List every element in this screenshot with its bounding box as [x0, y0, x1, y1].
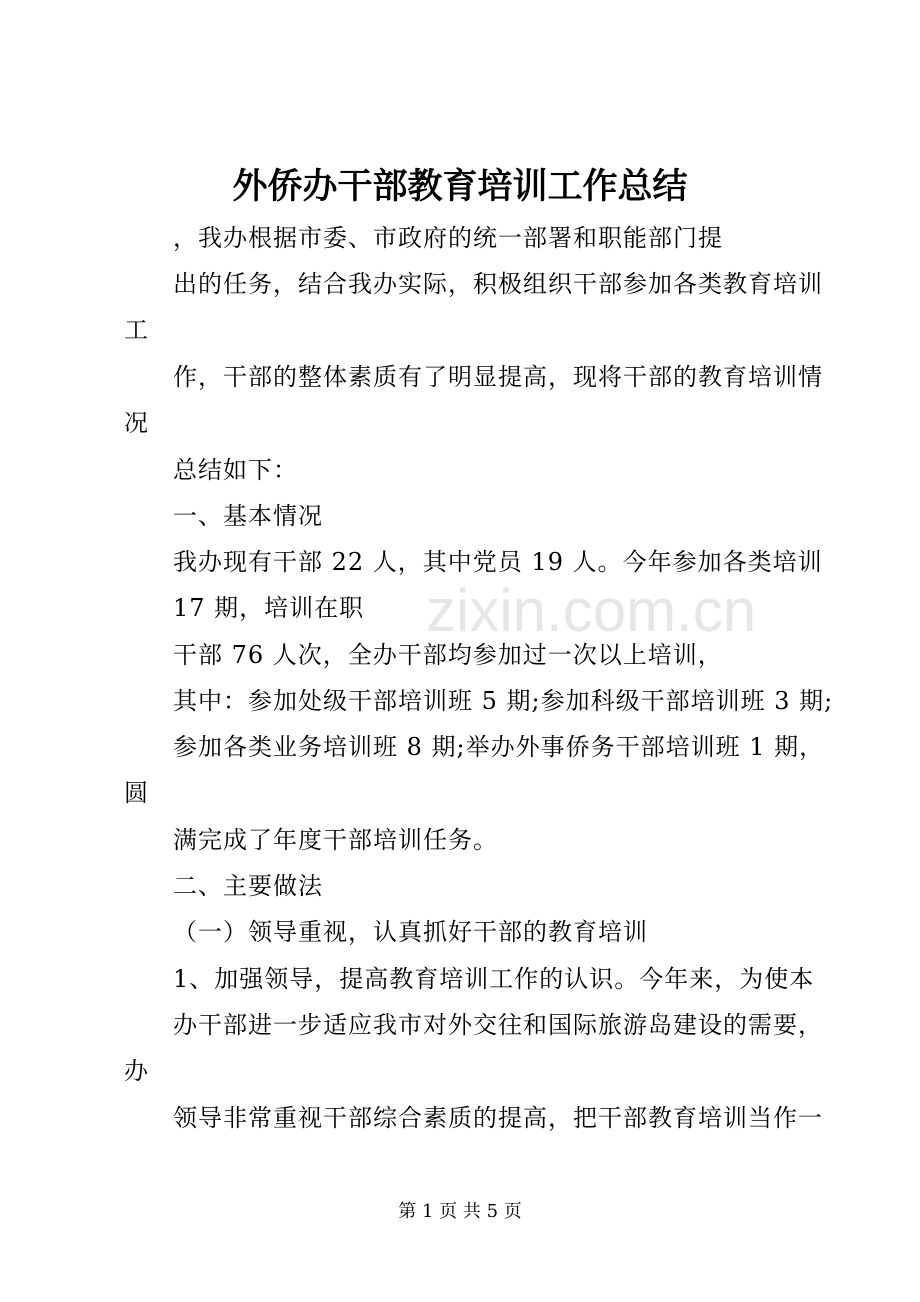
paragraph-line: 工 — [124, 316, 149, 344]
paragraph-line: 办干部进一步适应我市对外交往和国际旅游岛建设的需要， — [173, 1011, 823, 1039]
paragraph-line: 总结如下： — [173, 456, 298, 484]
paragraph-line: 满完成了年度干部培训任务。 — [173, 826, 498, 854]
section-heading: 一、基本情况 — [173, 502, 323, 530]
watermark: zixin.com.cn — [426, 577, 757, 644]
paragraph-line: 干部 76 人次，全办干部均参加过一次以上培训， — [173, 641, 723, 669]
paragraph-line: 况 — [124, 409, 149, 437]
paragraph-line: 圆 — [124, 779, 149, 807]
paragraph-line: 1、加强领导，提高教育培训工作的认识。今年来，为使本 — [173, 965, 815, 993]
paragraph-line: 我办现有干部 22 人，其中党员 19 人。今年参加各类培训 — [173, 548, 823, 576]
paragraph-line: 17 期，培训在职 — [173, 594, 365, 622]
document-title: 外侨办干部教育培训工作总结 — [232, 166, 688, 207]
paragraph-line: 出的任务，结合我办实际，积极组织干部参加各类教育培训 — [173, 270, 823, 298]
paragraph-line: 参加各类业务培训班 8 期;举办外事侨务干部培训班 1 期， — [173, 733, 825, 761]
paragraph-line: 作，干部的整体素质有了明显提高，现将干部的教育培训情 — [173, 363, 823, 391]
paragraph-line: ，我办根据市委、市政府的统一部署和职能部门提 — [173, 224, 723, 252]
page-number-footer: 第 1 页 共 5 页 — [398, 1201, 522, 1222]
section-heading: 二、主要做法 — [173, 872, 323, 900]
paragraph-line: 领导非常重视干部综合素质的提高，把干部教育培训当作一 — [173, 1104, 823, 1132]
paragraph-line: 其中：参加处级干部培训班 5 期;参加科级干部培训班 3 期; — [173, 687, 834, 715]
subsection-heading: （一）领导重视，认真抓好干部的教育培训 — [173, 918, 648, 946]
paragraph-line: 办 — [124, 1057, 149, 1085]
